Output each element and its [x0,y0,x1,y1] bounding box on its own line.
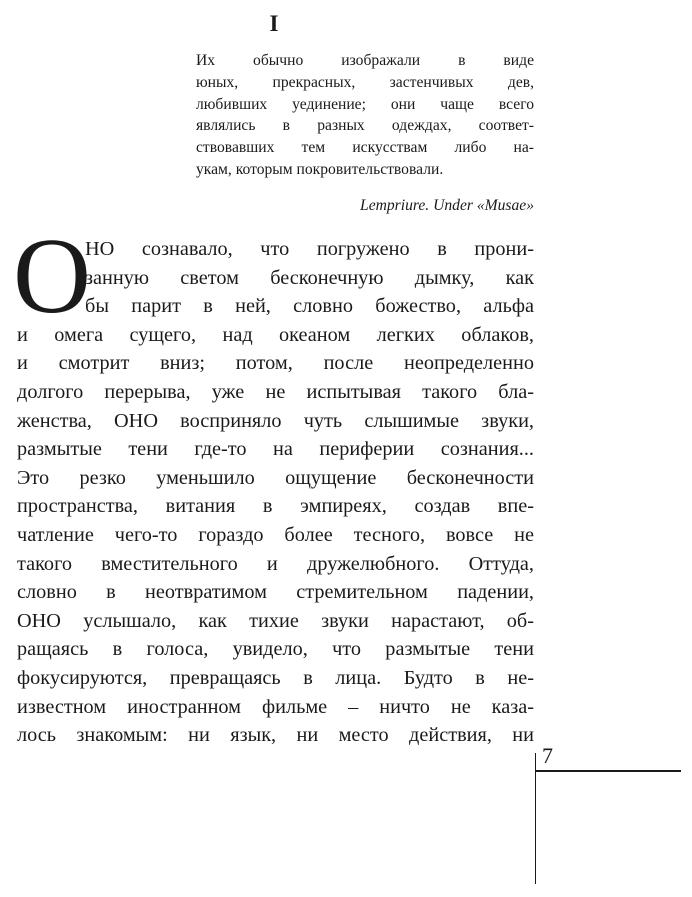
body-line: занную светом бесконечную дымку, как [85,266,534,289]
body-line: НО сознавало, что погружено в прони- [85,238,534,260]
epigraph-line: юных, прекрасных, застенчивых дев, [196,73,534,91]
body-line: и смотрит вниз; потом, после неопределенно [17,352,534,375]
drop-cap: О [13,217,91,336]
epigraph-line: ствовавших тем искусствам либо на- [196,139,534,157]
body-line: словно в неотвратимом стремительном падении, [17,581,534,604]
body-line: известном иностранном фильме – ничто не каза- [17,695,534,718]
folio-vertical-rule [535,753,536,884]
body-line: долгого перерыва, уже не испытывая такого бла- [17,380,534,403]
body-line: такого вместительного и дружелюбного. Оттуда, [17,552,534,575]
body-line: пространства, витания в эмпиреях, создав впе- [17,495,534,518]
body-line: лось знакомым: ни язык, ни место действия, ни [17,724,534,747]
epigraph-line: любивших уединение; они чаще всего [196,95,534,113]
body-line: размытые тени где-то на периферии сознания... [17,438,534,461]
epigraph [196,50,534,181]
body-line: бы парит в ней, словно божество, альфа [85,295,534,318]
body-line: Это резко уменьшило ощущение бесконечности [17,466,534,489]
body-text [17,235,534,750]
body-line: ращаясь в голоса, увидело, что размытые тени [17,638,534,661]
body-line: чатление чего-то гораздо более тесного, вовсе не [17,523,534,546]
body-line: женства, ОНО восприняло чуть слышимые звуки, [17,409,534,432]
epigraph-line: являлись в разных одеждах, соответ- [196,117,534,135]
epigraph-line: укам, которым покровительствовали. [196,160,444,178]
body-line: фокусируются, превращаясь в лица. Будто в не- [17,666,534,689]
chapter-number: I [269,11,279,36]
body-line: и омега сущего, над океаном легких облаков, [17,323,534,346]
epigraph-line: Их обычно изображали в виде [196,52,534,69]
folio-horizontal-rule [535,770,681,772]
epigraph-attribution: Lempriure. Under «Musae» [360,197,534,214]
body-line: ОНО услышало, как тихие звуки нарастают, об- [17,609,534,632]
page-number: 7 [542,743,553,768]
